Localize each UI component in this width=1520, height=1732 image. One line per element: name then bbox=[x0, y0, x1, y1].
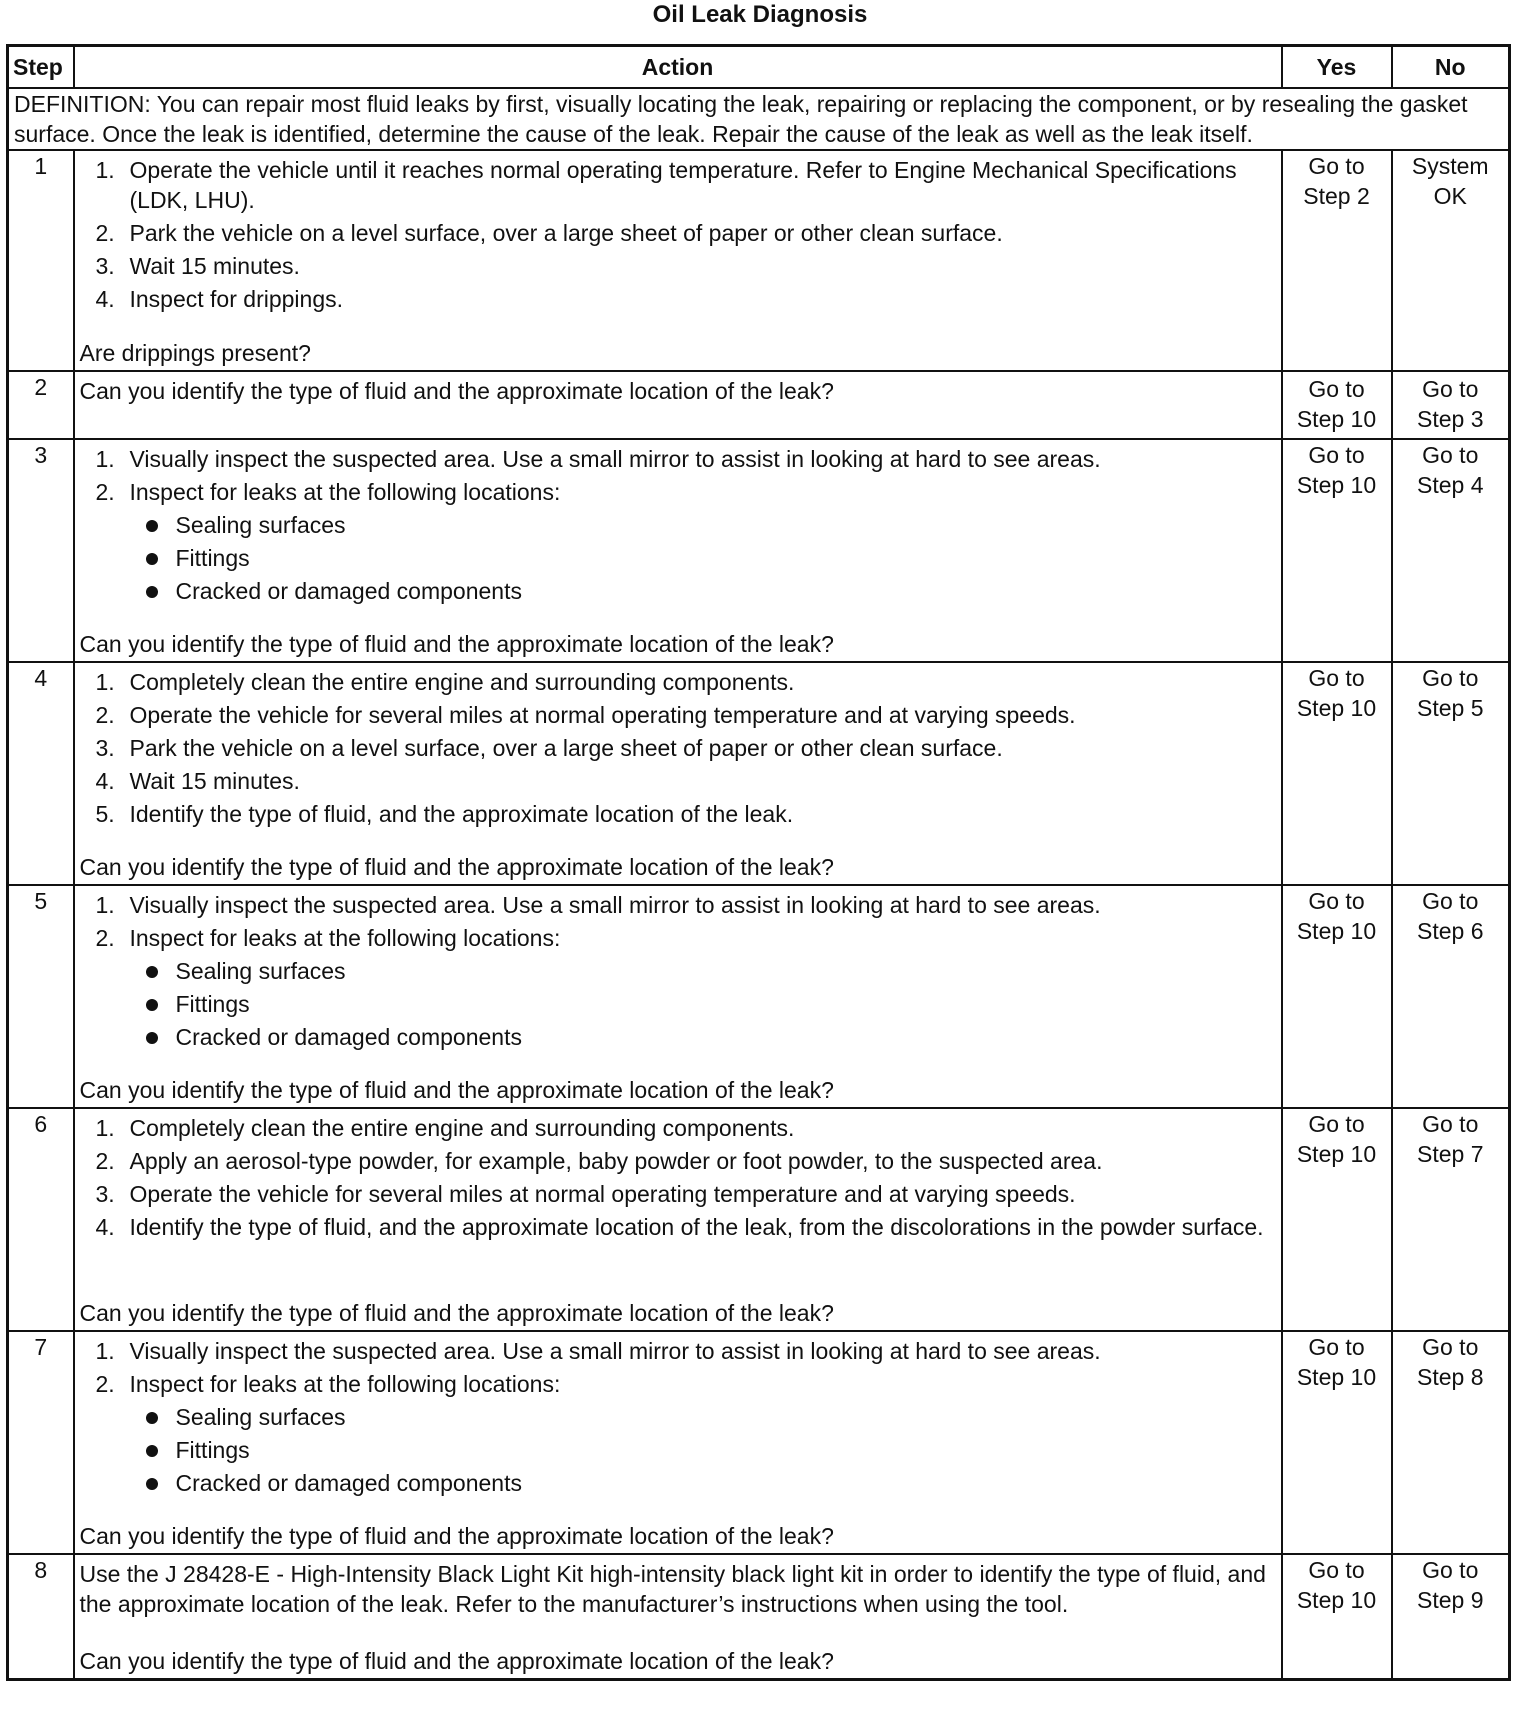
step-number: 3 bbox=[8, 439, 74, 662]
step-number: 5 bbox=[8, 885, 74, 1108]
instruction-item: 2. Inspect for leaks at the following locations: bbox=[95, 1371, 561, 1397]
action-cell bbox=[74, 662, 1282, 885]
instruction-item: 4. Wait 15 minutes. bbox=[95, 768, 300, 794]
table-row bbox=[8, 439, 1510, 662]
bullet-icon bbox=[146, 1478, 158, 1490]
table-row bbox=[8, 885, 1510, 1108]
bullet-item: Fittings bbox=[146, 543, 1276, 573]
instruction-item: 2. Apply an aerosol-type powder, for example, baby powder or foot powder, to the suspected area. bbox=[95, 1148, 1103, 1174]
header-action: Action bbox=[74, 46, 1282, 89]
location-bullets bbox=[80, 510, 1276, 606]
bullet-icon bbox=[146, 1412, 158, 1424]
bullet-item: Fittings bbox=[146, 989, 1276, 1019]
instruction-item: 1. Operate the vehicle until it reaches normal operating temperature. Refer to Engine Mechanical Specifications (LDK, LHU). bbox=[95, 157, 1237, 213]
action-cell bbox=[74, 1108, 1282, 1331]
bullet-icon bbox=[146, 966, 158, 978]
table-row bbox=[8, 662, 1510, 885]
instruction-item: 1. Visually inspect the suspected area. Use a small mirror to assist in looking at hard to see areas. bbox=[95, 1338, 1101, 1364]
step-number: 7 bbox=[8, 1331, 74, 1554]
bullet-icon bbox=[146, 999, 158, 1011]
yes-result: Go to Step 10 bbox=[1282, 439, 1392, 662]
question-text: Can you identify the type of fluid and the approximate location of the leak? bbox=[79, 378, 834, 404]
bullet-icon bbox=[146, 1445, 158, 1457]
step-number: 4 bbox=[8, 662, 74, 885]
action-cell bbox=[74, 885, 1282, 1108]
question-text: Can you identify the type of fluid and the approximate location of the leak? bbox=[79, 1648, 834, 1674]
instruction-list bbox=[80, 890, 1276, 953]
yes-result: Go to Step 10 bbox=[1282, 1554, 1392, 1680]
header-step: Step bbox=[8, 46, 74, 89]
table-row bbox=[8, 1554, 1510, 1680]
yes-result: Go to Step 10 bbox=[1282, 662, 1392, 885]
yes-result: Go to Step 10 bbox=[1282, 1108, 1392, 1331]
bullet-item: Sealing surfaces bbox=[146, 1402, 1276, 1432]
table-row bbox=[8, 371, 1510, 439]
instruction-item: 1. Visually inspect the suspected area. Use a small mirror to assist in looking at hard to see areas. bbox=[95, 892, 1101, 918]
definition-row bbox=[8, 88, 1510, 150]
bullet-item: Cracked or damaged components bbox=[146, 1022, 1276, 1052]
bullet-icon bbox=[146, 520, 158, 532]
instruction-item: 4. Identify the type of fluid, and the approximate location of the leak, from the discolorations in the powder surface. bbox=[95, 1214, 1264, 1240]
action-cell bbox=[74, 371, 1282, 439]
table-row bbox=[8, 150, 1510, 371]
action-cell bbox=[74, 439, 1282, 662]
instruction-item: 3. Park the vehicle on a level surface, over a large sheet of paper or other clean surface. bbox=[95, 735, 1003, 761]
no-result: Go to Step 3 bbox=[1392, 371, 1510, 439]
instruction-item: 4. Inspect for drippings. bbox=[95, 286, 344, 312]
question-text: Can you identify the type of fluid and the approximate location of the leak? bbox=[79, 1077, 834, 1103]
action-cell bbox=[74, 150, 1282, 371]
instruction-item: 2. Inspect for leaks at the following locations: bbox=[95, 925, 561, 951]
instruction-list bbox=[80, 155, 1276, 317]
bullet-icon bbox=[146, 553, 158, 565]
instruction-list bbox=[80, 1336, 1276, 1399]
bullet-item: Fittings bbox=[146, 1435, 1276, 1465]
table-row bbox=[8, 1331, 1510, 1554]
diagnosis-table bbox=[6, 44, 1511, 1681]
bullet-item: Cracked or damaged components bbox=[146, 576, 1276, 606]
question-text: Can you identify the type of fluid and the approximate location of the leak? bbox=[79, 631, 834, 657]
no-result: Go to Step 6 bbox=[1392, 885, 1510, 1108]
no-result: Go to Step 4 bbox=[1392, 439, 1510, 662]
no-result: Go to Step 5 bbox=[1392, 662, 1510, 885]
location-bullets bbox=[80, 956, 1276, 1052]
question-text: Can you identify the type of fluid and the approximate location of the leak? bbox=[79, 1523, 834, 1549]
header-row bbox=[8, 46, 1510, 89]
instruction-item: 3. Wait 15 minutes. bbox=[95, 253, 300, 279]
instruction-item: 2. Operate the vehicle for several miles at normal operating temperature and at varying speeds. bbox=[95, 702, 1076, 728]
no-result: Go to Step 9 bbox=[1392, 1554, 1510, 1680]
no-result: System OK bbox=[1392, 150, 1510, 371]
instruction-paragraph: Use the J 28428-E - High-Intensity Black Light Kit high-intensity black light kit in order to identify the type of fluid, and the approximate location of the leak. Refer to the manufacturer’s instructions when using the tool. bbox=[79, 1561, 1266, 1617]
no-result: Go to Step 7 bbox=[1392, 1108, 1510, 1331]
yes-result: Go to Step 2 bbox=[1282, 150, 1392, 371]
action-cell bbox=[74, 1554, 1282, 1680]
step-number: 8 bbox=[8, 1554, 74, 1680]
instruction-item: 2. Inspect for leaks at the following locations: bbox=[95, 479, 561, 505]
bullet-item: Sealing surfaces bbox=[146, 510, 1276, 540]
question-text: Are drippings present? bbox=[79, 340, 311, 366]
definition-text: DEFINITION: You can repair most fluid leaks by first, visually locating the leak, repairing or replacing the component, or by resealing the gasket surface. Once the leak is identified, determine the cause of the leak. Repair the cause of the leak as well as the leak itself. bbox=[8, 88, 1510, 150]
step-number: 1 bbox=[8, 150, 74, 371]
bullet-item: Cracked or damaged components bbox=[146, 1468, 1276, 1498]
header-no: No bbox=[1392, 46, 1510, 89]
yes-result: Go to Step 10 bbox=[1282, 371, 1392, 439]
page-title: Oil Leak Diagnosis bbox=[652, 1, 868, 28]
table-row bbox=[8, 1108, 1510, 1331]
step-number: 2 bbox=[8, 371, 74, 439]
action-cell bbox=[74, 1331, 1282, 1554]
instruction-item: 1. Completely clean the entire engine and surrounding components. bbox=[95, 1115, 795, 1141]
yes-result: Go to Step 10 bbox=[1282, 885, 1392, 1108]
location-bullets bbox=[80, 1402, 1276, 1498]
instruction-item: 1. Visually inspect the suspected area. Use a small mirror to assist in looking at hard to see areas. bbox=[95, 446, 1101, 472]
instruction-item: 2. Park the vehicle on a level surface, over a large sheet of paper or other clean surface. bbox=[95, 220, 1003, 246]
instruction-list bbox=[80, 444, 1276, 507]
instruction-list bbox=[80, 667, 1276, 832]
bullet-icon bbox=[146, 1032, 158, 1044]
bullet-item: Sealing surfaces bbox=[146, 956, 1276, 986]
header-yes: Yes bbox=[1282, 46, 1392, 89]
bullet-icon bbox=[146, 586, 158, 598]
instruction-item: 1. Completely clean the entire engine and surrounding components. bbox=[95, 669, 795, 695]
instruction-item: 5. Identify the type of fluid, and the approximate location of the leak. bbox=[95, 801, 794, 827]
step-number: 6 bbox=[8, 1108, 74, 1331]
instruction-list bbox=[80, 1113, 1276, 1245]
instruction-item: 3. Operate the vehicle for several miles at normal operating temperature and at varying speeds. bbox=[95, 1181, 1076, 1207]
yes-result: Go to Step 10 bbox=[1282, 1331, 1392, 1554]
no-result: Go to Step 8 bbox=[1392, 1331, 1510, 1554]
question-text: Can you identify the type of fluid and the approximate location of the leak? bbox=[79, 854, 834, 880]
question-text: Can you identify the type of fluid and the approximate location of the leak? bbox=[79, 1300, 834, 1326]
